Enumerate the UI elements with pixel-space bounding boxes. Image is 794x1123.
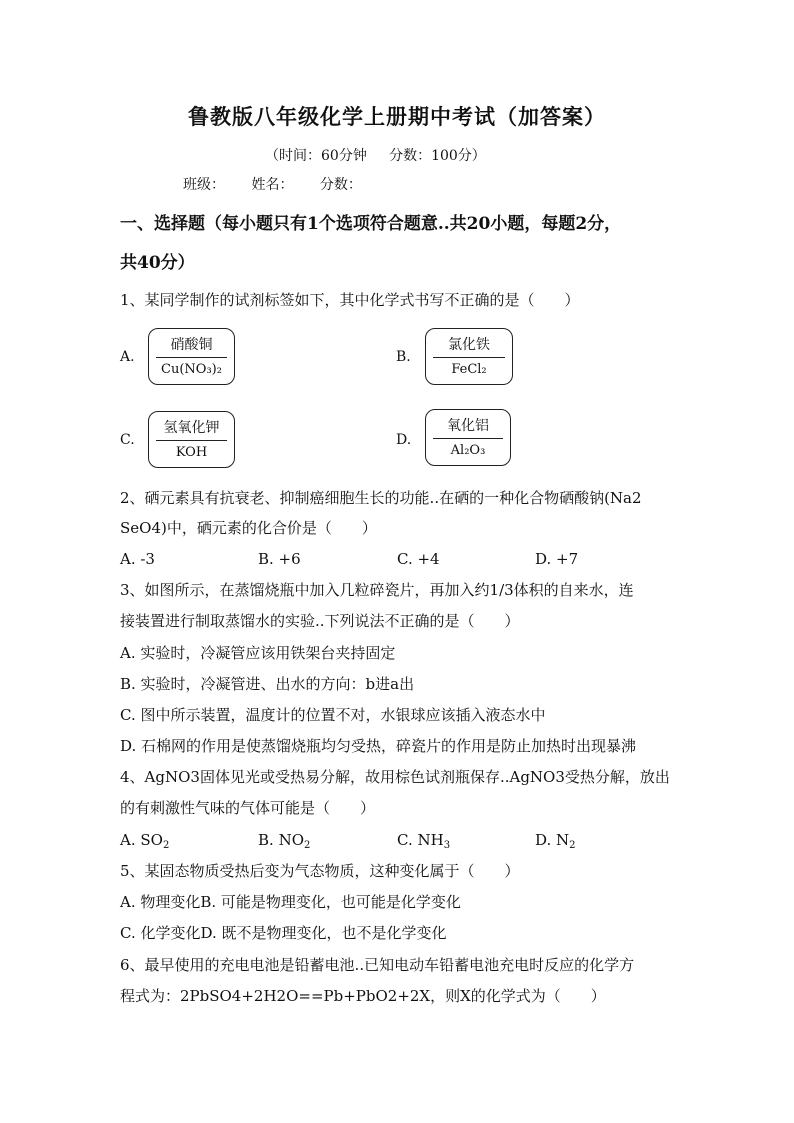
reagent-name: 硝酸铜: [170, 337, 213, 353]
q1-option-c-letter: C.: [120, 432, 135, 448]
label-divider: [433, 357, 505, 358]
question-1-stem: 1、某同学制作的试剂标签如下，其中化学式书写不正确的是（ ）: [120, 291, 580, 309]
reagent-formula: Cu(NO₃)₂: [161, 362, 222, 377]
student-info-line: [183, 175, 384, 195]
q4-option-c: C. $NH_3$: [397, 831, 451, 851]
q4-option-d: D. $N_2$: [535, 831, 576, 851]
reagent-name: 氯化铁: [448, 337, 490, 353]
question-5-stem: 5、某固态物质受热后变为气态物质，这种变化属于（ ）: [120, 862, 520, 880]
q1-option-b-letter: B.: [396, 349, 411, 365]
q3-option-c: C. 图中所示装置，温度计的位置不对，水银球应该插入液态水中: [120, 706, 546, 724]
question-3-line1: 3、如图所示，在蒸馏烧瓶中加入几粒碎瓷片，再加入约1/3体积的自来水，连: [120, 581, 634, 599]
q1-option-d-letter: D.: [396, 432, 412, 448]
q3-option-b: B. 实验时，冷凝管进、出水的方向：b进a出: [120, 675, 415, 693]
q5-options-ab: A. 物理变化B. 可能是物理变化，也可能是化学变化: [120, 893, 461, 911]
q2-option-c: C. +4: [397, 550, 440, 568]
page-title: 鲁教版八年级化学上册期中考试（加答案）: [188, 104, 606, 129]
label-divider: [156, 440, 227, 441]
section-heading-line2: 共40分）: [120, 253, 195, 273]
label-divider: [156, 357, 227, 358]
section-heading-line1: 一、选择题（每小题只有1个选项符合题意..共20小题，每题2分，: [120, 214, 622, 234]
q4-option-a: A. $SO_2$: [120, 831, 170, 851]
question-6-line2: 程式为：2PbSO4+2H2O==Pb+PbO2+2X，则X的化学式为（ ）: [120, 987, 606, 1005]
q1-option-a-label: [148, 328, 235, 385]
q1-option-b-label: [425, 328, 513, 385]
question-4-line2: 的有刺激性气味的气体可能是（ ）: [120, 799, 376, 817]
question-3-line2: 接装置进行制取蒸馏水的实验..下列说法不正确的是（ ）: [120, 612, 520, 630]
class-label: 班级：: [183, 177, 225, 193]
reagent-formula: KOH: [175, 445, 208, 460]
question-6-line1: 6、最早使用的充电电池是铅蓄电池..已知电动车铅蓄电池充电时反应的化学方: [120, 956, 635, 974]
name-label: 姓名：: [251, 177, 294, 193]
reagent-formula: Al₂O₃: [450, 443, 486, 458]
reagent-formula: FeCl₂: [451, 362, 487, 377]
q3-option-d: D. 石棉网的作用是使蒸馏烧瓶均匀受热，碎瓷片的作用是防止加热时出现暴沸: [120, 737, 637, 755]
q2-option-d: D. +7: [535, 550, 579, 568]
q2-option-b: B. +6: [258, 550, 301, 568]
q1-option-a-letter: A.: [120, 349, 135, 365]
label-divider: [433, 438, 503, 439]
q1-option-d-label: [425, 409, 511, 466]
question-2-line2: SeO4)中，硒元素的化合价是（ ）: [120, 519, 377, 537]
q5-options-cd: C. 化学变化D. 既不是物理变化，也不是化学变化: [120, 924, 447, 942]
question-4-line1: 4、AgNO3固体见光或受热易分解，故用棕色试剂瓶保存..AgNO3受热分解，放出: [120, 768, 670, 786]
q2-option-a: A. -3: [120, 550, 155, 568]
question-2-line1: 2、硒元素具有抗衰老、抑制癌细胞生长的功能..在硒的一种化合物硒酸钠(Na2: [120, 489, 642, 507]
score-label: 分数：: [319, 177, 362, 193]
q4-option-b: B. $NO_2$: [258, 831, 311, 851]
reagent-name: 氧化铝: [447, 418, 489, 434]
time-score-line: （时间：60分钟 分数：100分）: [265, 148, 486, 164]
q3-option-a: A. 实验时，冷凝管应该用铁架台夹持固定: [120, 644, 396, 662]
q1-option-c-label: [148, 411, 235, 468]
reagent-name: 氢氧化钾: [163, 420, 220, 436]
